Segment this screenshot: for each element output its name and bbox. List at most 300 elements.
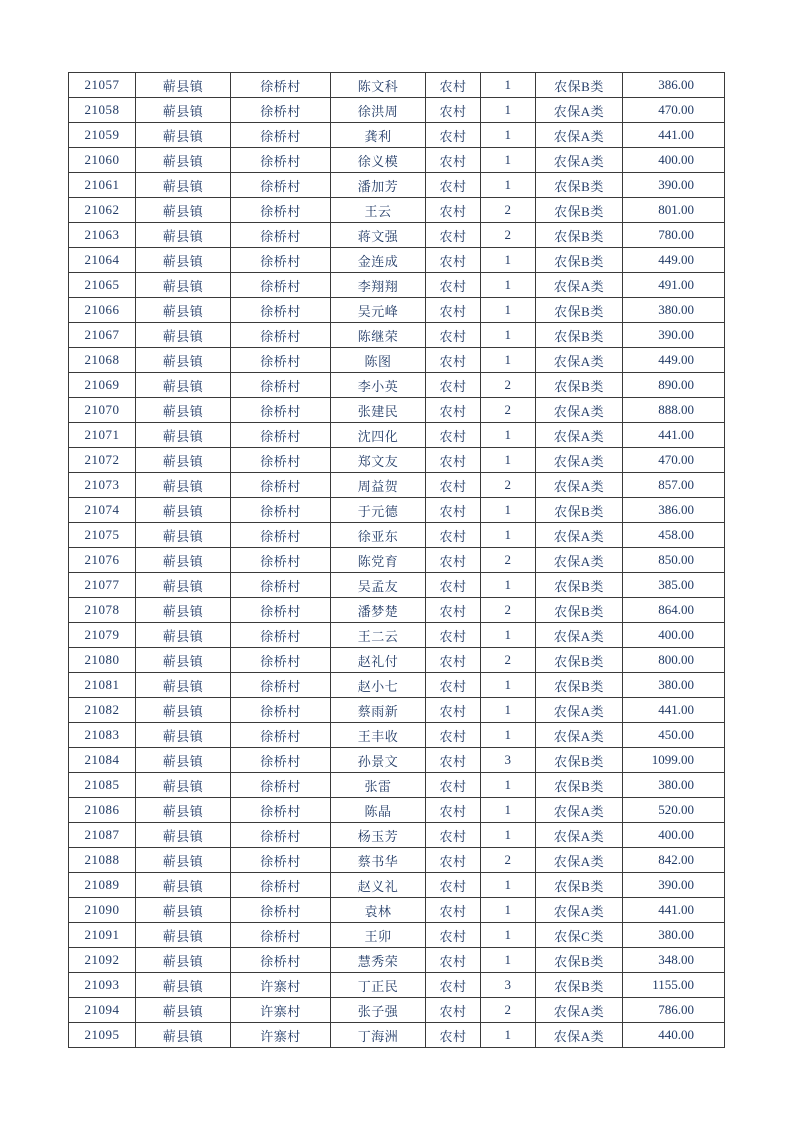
cell-record-id: 21057 [69, 73, 136, 98]
cell-record-id: 21090 [69, 898, 136, 923]
cell-village: 徐桥村 [231, 98, 331, 123]
table-row [69, 148, 725, 173]
cell-town: 蕲县镇 [136, 298, 231, 323]
cell-amount: 842.00 [623, 848, 725, 873]
cell-town: 蕲县镇 [136, 548, 231, 573]
cell-insurance-category: 农保B类 [536, 223, 623, 248]
cell-record-id: 21060 [69, 148, 136, 173]
cell-insurance-category: 农保A类 [536, 548, 623, 573]
cell-residence-type: 农村 [426, 423, 481, 448]
cell-residence-type: 农村 [426, 848, 481, 873]
cell-person-name: 孙景文 [331, 748, 426, 773]
cell-residence-type: 农村 [426, 648, 481, 673]
cell-insurance-category: 农保A类 [536, 1023, 623, 1048]
cell-record-id: 21076 [69, 548, 136, 573]
cell-record-id: 21065 [69, 273, 136, 298]
cell-record-id: 21080 [69, 648, 136, 673]
cell-insurance-category: 农保A类 [536, 448, 623, 473]
cell-insurance-category: 农保B类 [536, 323, 623, 348]
cell-person-count: 1 [481, 773, 536, 798]
table-row [69, 573, 725, 598]
cell-person-count: 2 [481, 473, 536, 498]
cell-amount: 888.00 [623, 398, 725, 423]
cell-village: 徐桥村 [231, 698, 331, 723]
cell-person-name: 陈文科 [331, 73, 426, 98]
cell-amount: 520.00 [623, 798, 725, 823]
cell-insurance-category: 农保A类 [536, 348, 623, 373]
cell-insurance-category: 农保A类 [536, 998, 623, 1023]
cell-person-count: 1 [481, 873, 536, 898]
cell-town: 蕲县镇 [136, 648, 231, 673]
cell-town: 蕲县镇 [136, 873, 231, 898]
cell-person-name: 丁海洲 [331, 1023, 426, 1048]
cell-village: 徐桥村 [231, 798, 331, 823]
cell-person-name: 张建民 [331, 398, 426, 423]
cell-person-count: 2 [481, 373, 536, 398]
cell-insurance-category: 农保B类 [536, 673, 623, 698]
cell-insurance-category: 农保B类 [536, 298, 623, 323]
cell-person-count: 1 [481, 673, 536, 698]
cell-amount: 390.00 [623, 173, 725, 198]
cell-amount: 449.00 [623, 248, 725, 273]
table-row [69, 173, 725, 198]
table-row [69, 823, 725, 848]
cell-town: 蕲县镇 [136, 523, 231, 548]
cell-amount: 1099.00 [623, 748, 725, 773]
cell-person-name: 陈图 [331, 348, 426, 373]
cell-person-count: 1 [481, 123, 536, 148]
cell-record-id: 21062 [69, 198, 136, 223]
cell-person-count: 1 [481, 948, 536, 973]
table-row [69, 873, 725, 898]
cell-record-id: 21072 [69, 448, 136, 473]
cell-town: 蕲县镇 [136, 998, 231, 1023]
cell-person-name: 蔡书华 [331, 848, 426, 873]
table-row [69, 98, 725, 123]
cell-person-name: 徐亚东 [331, 523, 426, 548]
cell-record-id: 21089 [69, 873, 136, 898]
cell-village: 徐桥村 [231, 948, 331, 973]
cell-amount: 440.00 [623, 1023, 725, 1048]
table-row [69, 73, 725, 98]
table-row [69, 673, 725, 698]
cell-record-id: 21071 [69, 423, 136, 448]
cell-village: 徐桥村 [231, 748, 331, 773]
cell-village: 徐桥村 [231, 723, 331, 748]
cell-village: 徐桥村 [231, 123, 331, 148]
cell-amount: 390.00 [623, 873, 725, 898]
table-row [69, 248, 725, 273]
table-row [69, 123, 725, 148]
cell-village: 徐桥村 [231, 823, 331, 848]
cell-insurance-category: 农保B类 [536, 773, 623, 798]
cell-amount: 800.00 [623, 648, 725, 673]
cell-village: 徐桥村 [231, 648, 331, 673]
cell-record-id: 21094 [69, 998, 136, 1023]
cell-insurance-category: 农保B类 [536, 498, 623, 523]
cell-village: 徐桥村 [231, 873, 331, 898]
cell-residence-type: 农村 [426, 948, 481, 973]
cell-residence-type: 农村 [426, 823, 481, 848]
cell-amount: 786.00 [623, 998, 725, 1023]
cell-person-name: 吴元峰 [331, 298, 426, 323]
cell-person-count: 1 [481, 423, 536, 448]
cell-record-id: 21083 [69, 723, 136, 748]
cell-person-count: 2 [481, 648, 536, 673]
cell-residence-type: 农村 [426, 798, 481, 823]
cell-person-count: 1 [481, 723, 536, 748]
cell-town: 蕲县镇 [136, 848, 231, 873]
cell-town: 蕲县镇 [136, 398, 231, 423]
cell-person-name: 慧秀荣 [331, 948, 426, 973]
cell-person-name: 王卯 [331, 923, 426, 948]
cell-village: 徐桥村 [231, 673, 331, 698]
cell-town: 蕲县镇 [136, 198, 231, 223]
table-row [69, 948, 725, 973]
cell-person-count: 2 [481, 848, 536, 873]
table-row [69, 773, 725, 798]
cell-residence-type: 农村 [426, 698, 481, 723]
cell-person-name: 丁正民 [331, 973, 426, 998]
table-row [69, 398, 725, 423]
cell-residence-type: 农村 [426, 223, 481, 248]
table-row [69, 498, 725, 523]
cell-amount: 890.00 [623, 373, 725, 398]
table-row [69, 648, 725, 673]
cell-person-count: 1 [481, 273, 536, 298]
cell-insurance-category: 农保A类 [536, 423, 623, 448]
cell-person-count: 1 [481, 73, 536, 98]
cell-person-name: 赵义礼 [331, 873, 426, 898]
cell-amount: 1155.00 [623, 973, 725, 998]
cell-person-name: 徐义模 [331, 148, 426, 173]
cell-residence-type: 农村 [426, 623, 481, 648]
cell-person-name: 周益贺 [331, 473, 426, 498]
cell-town: 蕲县镇 [136, 698, 231, 723]
cell-person-name: 张子强 [331, 998, 426, 1023]
cell-amount: 400.00 [623, 623, 725, 648]
cell-record-id: 21068 [69, 348, 136, 373]
cell-residence-type: 农村 [426, 573, 481, 598]
cell-residence-type: 农村 [426, 1023, 481, 1048]
cell-person-count: 1 [481, 348, 536, 373]
table-row [69, 348, 725, 373]
cell-residence-type: 农村 [426, 198, 481, 223]
cell-record-id: 21086 [69, 798, 136, 823]
cell-insurance-category: 农保B类 [536, 373, 623, 398]
cell-person-name: 潘加芳 [331, 173, 426, 198]
cell-person-name: 赵小七 [331, 673, 426, 698]
cell-residence-type: 农村 [426, 173, 481, 198]
cell-amount: 441.00 [623, 423, 725, 448]
cell-village: 徐桥村 [231, 273, 331, 298]
cell-town: 蕲县镇 [136, 373, 231, 398]
cell-record-id: 21058 [69, 98, 136, 123]
cell-person-name: 吴孟友 [331, 573, 426, 598]
cell-village: 许寨村 [231, 998, 331, 1023]
cell-amount: 780.00 [623, 223, 725, 248]
cell-insurance-category: 农保B类 [536, 873, 623, 898]
cell-person-name: 于元德 [331, 498, 426, 523]
table-row [69, 548, 725, 573]
cell-town: 蕲县镇 [136, 173, 231, 198]
cell-person-count: 2 [481, 223, 536, 248]
cell-person-name: 王二云 [331, 623, 426, 648]
cell-insurance-category: 农保B类 [536, 948, 623, 973]
cell-record-id: 21084 [69, 748, 136, 773]
table-row [69, 198, 725, 223]
table-row [69, 1023, 725, 1048]
cell-amount: 470.00 [623, 98, 725, 123]
cell-residence-type: 农村 [426, 673, 481, 698]
cell-residence-type: 农村 [426, 298, 481, 323]
cell-village: 许寨村 [231, 973, 331, 998]
cell-insurance-category: 农保A类 [536, 723, 623, 748]
cell-village: 徐桥村 [231, 473, 331, 498]
table-row [69, 598, 725, 623]
cell-village: 徐桥村 [231, 423, 331, 448]
cell-town: 蕲县镇 [136, 1023, 231, 1048]
cell-village: 徐桥村 [231, 598, 331, 623]
cell-insurance-category: 农保A类 [536, 898, 623, 923]
cell-village: 徐桥村 [231, 773, 331, 798]
cell-person-name: 蒋文强 [331, 223, 426, 248]
cell-residence-type: 农村 [426, 598, 481, 623]
cell-person-name: 陈晶 [331, 798, 426, 823]
cell-amount: 458.00 [623, 523, 725, 548]
cell-person-count: 1 [481, 898, 536, 923]
cell-insurance-category: 农保B类 [536, 973, 623, 998]
cell-person-count: 2 [481, 548, 536, 573]
cell-record-id: 21082 [69, 698, 136, 723]
cell-person-count: 1 [481, 323, 536, 348]
cell-amount: 470.00 [623, 448, 725, 473]
cell-residence-type: 农村 [426, 473, 481, 498]
cell-person-name: 李翔翔 [331, 273, 426, 298]
cell-record-id: 21061 [69, 173, 136, 198]
cell-village: 徐桥村 [231, 73, 331, 98]
cell-person-count: 1 [481, 498, 536, 523]
cell-residence-type: 农村 [426, 448, 481, 473]
cell-amount: 491.00 [623, 273, 725, 298]
cell-residence-type: 农村 [426, 523, 481, 548]
cell-insurance-category: 农保A类 [536, 123, 623, 148]
cell-amount: 864.00 [623, 598, 725, 623]
cell-person-count: 1 [481, 298, 536, 323]
cell-town: 蕲县镇 [136, 723, 231, 748]
cell-record-id: 21085 [69, 773, 136, 798]
cell-record-id: 21073 [69, 473, 136, 498]
cell-record-id: 21075 [69, 523, 136, 548]
cell-person-count: 1 [481, 798, 536, 823]
cell-insurance-category: 农保A类 [536, 798, 623, 823]
cell-town: 蕲县镇 [136, 148, 231, 173]
cell-record-id: 21074 [69, 498, 136, 523]
cell-insurance-category: 农保B类 [536, 648, 623, 673]
cell-record-id: 21066 [69, 298, 136, 323]
cell-village: 徐桥村 [231, 348, 331, 373]
cell-insurance-category: 农保B类 [536, 573, 623, 598]
cell-person-name: 袁林 [331, 898, 426, 923]
cell-town: 蕲县镇 [136, 223, 231, 248]
cell-residence-type: 农村 [426, 73, 481, 98]
cell-person-count: 2 [481, 598, 536, 623]
cell-person-count: 2 [481, 398, 536, 423]
cell-insurance-category: 农保B类 [536, 198, 623, 223]
cell-village: 徐桥村 [231, 898, 331, 923]
cell-insurance-category: 农保B类 [536, 598, 623, 623]
cell-residence-type: 农村 [426, 273, 481, 298]
cell-insurance-category: 农保A类 [536, 273, 623, 298]
cell-town: 蕲县镇 [136, 748, 231, 773]
cell-village: 徐桥村 [231, 398, 331, 423]
cell-person-count: 1 [481, 173, 536, 198]
cell-person-name: 赵礼付 [331, 648, 426, 673]
table-row [69, 473, 725, 498]
cell-amount: 386.00 [623, 73, 725, 98]
table-row [69, 973, 725, 998]
cell-record-id: 21069 [69, 373, 136, 398]
cell-amount: 801.00 [623, 198, 725, 223]
cell-town: 蕲县镇 [136, 948, 231, 973]
table-row [69, 423, 725, 448]
cell-record-id: 21067 [69, 323, 136, 348]
cell-person-count: 1 [481, 923, 536, 948]
cell-village: 许寨村 [231, 1023, 331, 1048]
cell-record-id: 21091 [69, 923, 136, 948]
cell-town: 蕲县镇 [136, 98, 231, 123]
cell-person-name: 王丰收 [331, 723, 426, 748]
cell-amount: 380.00 [623, 298, 725, 323]
cell-person-count: 3 [481, 748, 536, 773]
cell-residence-type: 农村 [426, 923, 481, 948]
cell-village: 徐桥村 [231, 923, 331, 948]
cell-residence-type: 农村 [426, 723, 481, 748]
cell-town: 蕲县镇 [136, 248, 231, 273]
cell-amount: 385.00 [623, 573, 725, 598]
cell-residence-type: 农村 [426, 548, 481, 573]
cell-person-name: 郑文友 [331, 448, 426, 473]
cell-amount: 850.00 [623, 548, 725, 573]
cell-person-name: 沈四化 [331, 423, 426, 448]
table-row [69, 748, 725, 773]
cell-village: 徐桥村 [231, 248, 331, 273]
cell-insurance-category: 农保A类 [536, 848, 623, 873]
cell-person-count: 1 [481, 698, 536, 723]
cell-residence-type: 农村 [426, 373, 481, 398]
cell-village: 徐桥村 [231, 298, 331, 323]
cell-village: 徐桥村 [231, 498, 331, 523]
cell-town: 蕲县镇 [136, 573, 231, 598]
cell-village: 徐桥村 [231, 573, 331, 598]
cell-village: 徐桥村 [231, 523, 331, 548]
cell-insurance-category: 农保A类 [536, 398, 623, 423]
cell-residence-type: 农村 [426, 323, 481, 348]
cell-residence-type: 农村 [426, 98, 481, 123]
cell-person-count: 1 [481, 623, 536, 648]
cell-town: 蕲县镇 [136, 598, 231, 623]
cell-residence-type: 农村 [426, 973, 481, 998]
cell-amount: 450.00 [623, 723, 725, 748]
cell-record-id: 21079 [69, 623, 136, 648]
cell-person-name: 张雷 [331, 773, 426, 798]
cell-insurance-category: 农保B类 [536, 248, 623, 273]
cell-person-count: 3 [481, 973, 536, 998]
cell-village: 徐桥村 [231, 173, 331, 198]
cell-record-id: 21078 [69, 598, 136, 623]
cell-record-id: 21070 [69, 398, 136, 423]
cell-residence-type: 农村 [426, 748, 481, 773]
cell-town: 蕲县镇 [136, 673, 231, 698]
cell-town: 蕲县镇 [136, 798, 231, 823]
cell-insurance-category: 农保A类 [536, 623, 623, 648]
table-row [69, 848, 725, 873]
cell-amount: 380.00 [623, 773, 725, 798]
table-row [69, 323, 725, 348]
cell-residence-type: 农村 [426, 773, 481, 798]
cell-person-name: 蔡雨新 [331, 698, 426, 723]
cell-town: 蕲县镇 [136, 973, 231, 998]
cell-amount: 400.00 [623, 823, 725, 848]
cell-insurance-category: 农保A类 [536, 98, 623, 123]
cell-amount: 857.00 [623, 473, 725, 498]
cell-town: 蕲县镇 [136, 73, 231, 98]
cell-residence-type: 农村 [426, 248, 481, 273]
cell-person-count: 1 [481, 98, 536, 123]
cell-insurance-category: 农保A类 [536, 148, 623, 173]
cell-village: 徐桥村 [231, 148, 331, 173]
cell-person-name: 王云 [331, 198, 426, 223]
cell-record-id: 21095 [69, 1023, 136, 1048]
cell-record-id: 21088 [69, 848, 136, 873]
cell-town: 蕲县镇 [136, 123, 231, 148]
cell-insurance-category: 农保A类 [536, 473, 623, 498]
table-row [69, 798, 725, 823]
cell-person-name: 潘梦楚 [331, 598, 426, 623]
cell-town: 蕲县镇 [136, 323, 231, 348]
cell-person-count: 1 [481, 448, 536, 473]
cell-person-count: 1 [481, 823, 536, 848]
table-row [69, 223, 725, 248]
cell-village: 徐桥村 [231, 623, 331, 648]
cell-town: 蕲县镇 [136, 898, 231, 923]
table-row [69, 298, 725, 323]
cell-town: 蕲县镇 [136, 498, 231, 523]
cell-residence-type: 农村 [426, 148, 481, 173]
cell-town: 蕲县镇 [136, 473, 231, 498]
cell-village: 徐桥村 [231, 448, 331, 473]
cell-amount: 380.00 [623, 923, 725, 948]
cell-person-count: 1 [481, 573, 536, 598]
table-row [69, 898, 725, 923]
cell-amount: 390.00 [623, 323, 725, 348]
cell-town: 蕲县镇 [136, 448, 231, 473]
cell-village: 徐桥村 [231, 848, 331, 873]
table-row [69, 448, 725, 473]
cell-person-name: 杨玉芳 [331, 823, 426, 848]
cell-residence-type: 农村 [426, 873, 481, 898]
cell-town: 蕲县镇 [136, 923, 231, 948]
table-row [69, 273, 725, 298]
cell-insurance-category: 农保B类 [536, 173, 623, 198]
cell-record-id: 21077 [69, 573, 136, 598]
cell-record-id: 21059 [69, 123, 136, 148]
cell-residence-type: 农村 [426, 123, 481, 148]
cell-insurance-category: 农保C类 [536, 923, 623, 948]
records-table-body [69, 73, 725, 1048]
cell-person-count: 2 [481, 198, 536, 223]
cell-person-count: 1 [481, 523, 536, 548]
